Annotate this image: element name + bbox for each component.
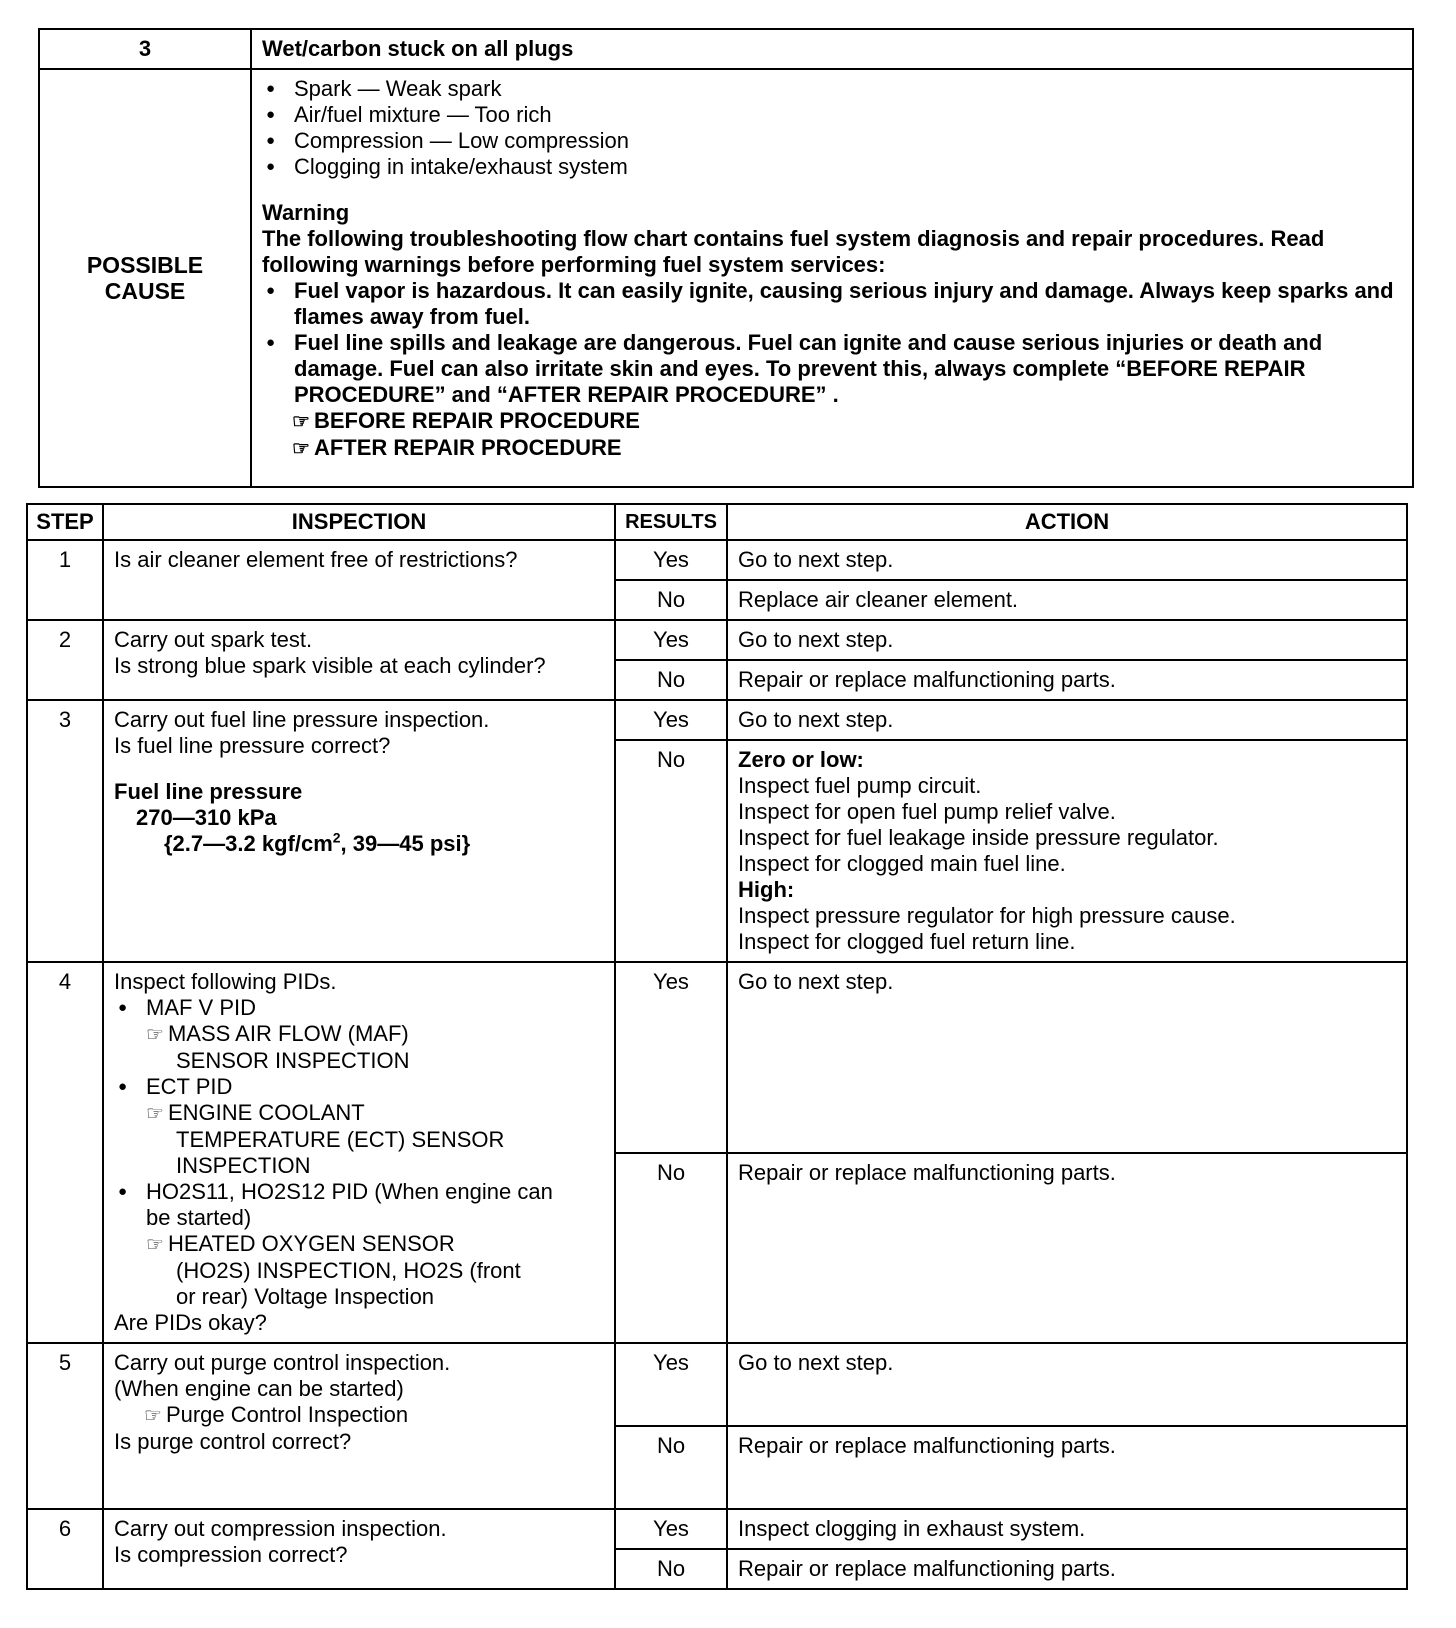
col-header-action: ACTION <box>727 504 1407 540</box>
inspection-text <box>103 1343 615 1509</box>
pointing-hand-icon: ☞ <box>144 1405 162 1427</box>
pointing-hand-icon: ☞ <box>292 438 310 460</box>
col-header-inspection: INSPECTION <box>103 504 615 540</box>
result-yes: Yes <box>615 1343 727 1426</box>
result-no: No <box>615 660 727 700</box>
spec-alt: {2.7—3.2 kgf/$cm^2$, 39—45 psi} <box>164 829 471 856</box>
action-yes: Inspect clogging in exhaust system. <box>727 1509 1407 1549</box>
action-no: Replace air cleaner element. <box>727 580 1407 620</box>
inspection-text <box>103 700 615 962</box>
pointing-hand-icon: ☞ <box>146 1024 164 1046</box>
possible-cause-table <box>38 28 1414 488</box>
result-yes: Yes <box>615 700 727 740</box>
header-step-number: 3 <box>39 29 251 69</box>
possible-cause-label-line1: POSSIBLE <box>86 252 204 278</box>
result-yes: Yes <box>615 1509 727 1549</box>
ref-before-repair[interactable]: ☞ BEFORE REPAIR PROCEDURE <box>292 408 640 433</box>
step-number: 1 <box>27 540 103 620</box>
result-yes: Yes <box>615 620 727 660</box>
step-number: 4 <box>27 962 103 1343</box>
inspection-line: Carry out spark test. <box>114 627 313 652</box>
inspection-line: Is strong blue spark visible at each cylinder? <box>114 653 546 678</box>
inspection-question: Is purge control correct? <box>114 1429 352 1454</box>
action-yes: Go to next step. <box>727 1343 1407 1426</box>
result-no: No <box>615 1153 727 1344</box>
action-yes: Go to next step. <box>727 620 1407 660</box>
pid-item: ● HO2S11, HO2S12 PID (When engine can be started) ☞ HEATED OXYGEN SENSOR (HO2S) INSPECTION, HO2S (front or rear) Voltage Inspection <box>114 1179 604 1310</box>
inspection-text <box>103 1509 615 1589</box>
cause-item: ● Clogging in intake/exhaust system <box>262 154 1402 180</box>
step-number: 6 <box>27 1509 103 1589</box>
pid-list <box>114 995 604 1310</box>
action-line: Inspect for open fuel pump relief valve. <box>738 799 1116 824</box>
action-subheading: Zero or low: <box>738 747 864 772</box>
table-row <box>27 1509 1407 1549</box>
pid-item: ● MAF V PID ☞ MASS AIR FLOW (MAF) SENSOR INSPECTION <box>114 995 604 1074</box>
spec-title: Fuel line pressure <box>114 779 303 804</box>
troubleshooting-table <box>26 503 1408 1590</box>
inspection-line: Carry out purge control inspection. <box>114 1350 451 1375</box>
inspection-text: Is air cleaner element free of restrictions? <box>103 540 615 620</box>
inspection-text <box>103 620 615 700</box>
inspection-question: Are PIDs okay? <box>114 1310 267 1335</box>
ref-purge-control[interactable]: ☞ Purge Control Inspection <box>144 1402 409 1427</box>
action-no <box>727 740 1407 962</box>
table-row <box>27 700 1407 740</box>
action-yes: Go to next step. <box>727 962 1407 1153</box>
result-no: No <box>615 1549 727 1589</box>
action-line: Inspect for fuel leakage inside pressure regulator. <box>738 825 1219 850</box>
spec-value: 270—310 kPa <box>136 805 277 830</box>
action-no: Repair or replace malfunctioning parts. <box>727 1549 1407 1589</box>
cause-item: ● Air/fuel mixture — Too rich <box>262 102 1402 128</box>
result-no: No <box>615 580 727 620</box>
action-yes: Go to next step. <box>727 700 1407 740</box>
col-header-results: RESULTS <box>615 504 727 540</box>
action-line: Inspect for clogged fuel return line. <box>738 929 1076 954</box>
result-no: No <box>615 740 727 962</box>
table-row <box>27 962 1407 1153</box>
warning-title: Warning <box>262 200 350 225</box>
possible-cause-label-line2: CAUSE <box>104 278 186 304</box>
warning-item: ● Fuel vapor is hazardous. It can easily ignite, causing serious injury and damage. Always keep sparks and flames away from fuel. <box>262 278 1402 330</box>
table-row <box>27 620 1407 660</box>
inspection-line: Is compression correct? <box>114 1542 348 1567</box>
table-row <box>27 1343 1407 1426</box>
ref-ho2s-inspection[interactable]: ☞ HEATED OXYGEN SENSOR <box>146 1231 455 1256</box>
inspection-text <box>103 962 615 1343</box>
result-no: No <box>615 1426 727 1509</box>
possible-cause-content <box>251 69 1413 487</box>
inspection-line: Carry out fuel line pressure inspection. <box>114 707 490 732</box>
table-header-row <box>27 504 1407 540</box>
pointing-hand-icon: ☞ <box>292 411 310 433</box>
action-line: Inspect fuel pump circuit. <box>738 773 982 798</box>
col-header-step: STEP <box>27 504 103 540</box>
action-subheading: High: <box>738 877 795 902</box>
cause-item: ● Compression — Low compression <box>262 128 1402 154</box>
action-line: Inspect pressure regulator for high pressure cause. <box>738 903 1236 928</box>
action-yes: Go to next step. <box>727 540 1407 580</box>
table-row <box>27 540 1407 580</box>
ref-ect-inspection[interactable]: ☞ ENGINE COOLANT <box>146 1100 365 1125</box>
warning-intro: The following troubleshooting flow chart contains fuel system diagnosis and repair procedures. Read following warnings before performing fuel system services: <box>262 226 1325 277</box>
inspection-line: Is fuel line pressure correct? <box>114 733 391 758</box>
result-yes: Yes <box>615 540 727 580</box>
cause-item: ● Spark — Weak spark <box>262 76 1402 102</box>
step-number: 2 <box>27 620 103 700</box>
pid-item: ● ECT PID ☞ ENGINE COOLANT TEMPERATURE (ECT) SENSOR INSPECTION <box>114 1074 604 1179</box>
ref-maf-inspection[interactable]: ☞ MASS AIR FLOW (MAF) <box>146 1021 409 1046</box>
inspection-line: (When engine can be started) <box>114 1376 404 1401</box>
ref-after-repair[interactable]: ☞ AFTER REPAIR PROCEDURE <box>292 435 622 460</box>
pointing-hand-icon: ☞ <box>146 1234 164 1256</box>
pointing-hand-icon: ☞ <box>146 1103 164 1125</box>
step-number: 3 <box>27 700 103 962</box>
action-no: Repair or replace malfunctioning parts. <box>727 660 1407 700</box>
cause-list <box>262 76 1402 180</box>
warning-item: ● Fuel line spills and leakage are dangerous. Fuel can ignite and cause serious injuries or death and damage. Fuel can also irritate skin and eyes. To prevent this, always complete “BEFORE REPAIR PROCEDURE” and “AFTER REPAIR PROCEDURE” . <box>262 330 1402 408</box>
inspection-line: Carry out compression inspection. <box>114 1516 447 1541</box>
inspection-line: Inspect following PIDs. <box>114 969 337 994</box>
header-title: Wet/carbon stuck on all plugs <box>251 29 1413 69</box>
possible-cause-label <box>39 69 251 487</box>
action-no: Repair or replace malfunctioning parts. <box>727 1426 1407 1509</box>
action-line: Inspect for clogged main fuel line. <box>738 851 1066 876</box>
result-yes: Yes <box>615 962 727 1153</box>
step-number: 5 <box>27 1343 103 1509</box>
warning-list <box>262 278 1402 408</box>
action-no: Repair or replace malfunctioning parts. <box>727 1153 1407 1344</box>
